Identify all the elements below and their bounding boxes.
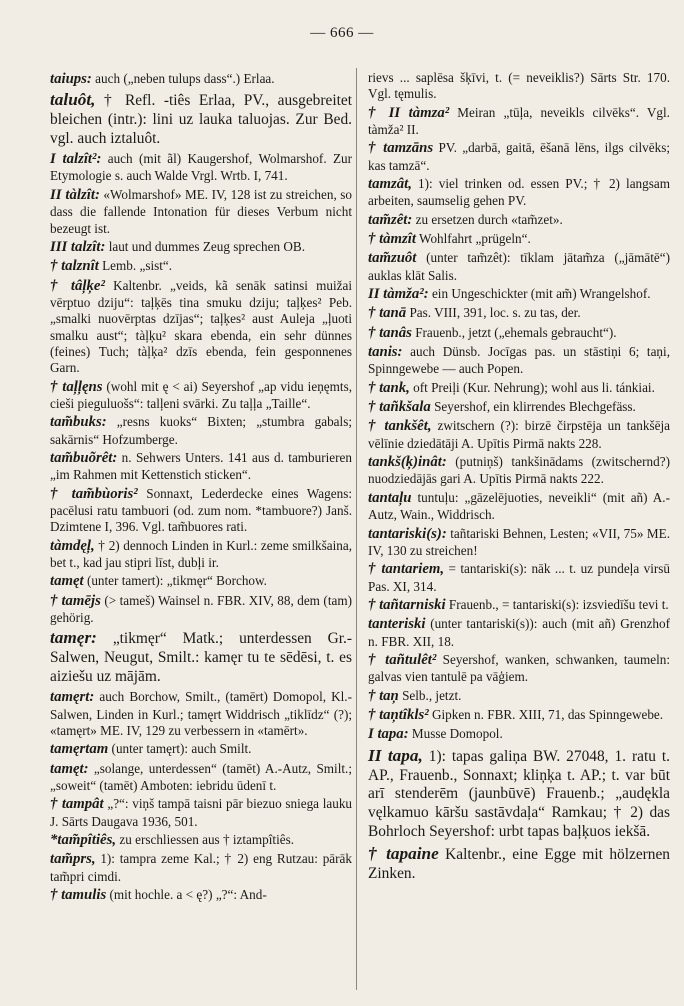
entry-text: auch Dünsb. Jocīgas pas. un stāstiņi 6; taņi, Spinngewebe — auch Popen. — [368, 344, 670, 377]
entry-text: Frauenb., = tantariski(s): izsviedīšu tevi t. — [445, 596, 669, 612]
dictionary-entry — [50, 740, 352, 758]
page-number: — 666 — — [310, 25, 374, 41]
dictionary-entry — [368, 343, 670, 378]
entry-text: Wohlfahrt „prügeln“. — [416, 231, 531, 247]
entry-headword: † tañkšala — [368, 399, 431, 416]
entry-text: ein Ungeschickter (mit am̃) Wrangelshof. — [428, 286, 651, 302]
entry-text: (unter tamęrt): auch Smilt. — [108, 741, 252, 757]
left-column — [50, 70, 352, 905]
entry-headword: taiups: — [50, 71, 92, 87]
entry-headword: tamęrtam — [50, 741, 109, 758]
dictionary-entry — [50, 537, 352, 572]
entry-headword: † tapaine — [368, 844, 439, 864]
entry-text: Pas. VIII, 391, loc. s. zu tas, der. — [406, 305, 581, 321]
entry-text: tañtariski Behnen, Lesten; «VII, 75» ME. IV, 130 zu streichen! — [368, 525, 670, 558]
dictionary-entry — [50, 70, 352, 88]
entry-headword: tamęt — [50, 573, 84, 590]
dictionary-entry — [368, 615, 670, 650]
dictionary-entry — [50, 572, 352, 590]
entry-text: „solange, unterdessen“ (tamēt) A.-Autz, Smilt.; „soweit“ (tamēt) Amboten: iebridu ūdenī t. — [50, 760, 352, 793]
dictionary-entry — [368, 379, 670, 397]
dictionary-entry — [368, 285, 670, 303]
entry-headword: tam̃buks: — [50, 414, 107, 431]
dictionary-entry — [368, 687, 670, 705]
dictionary-entry — [368, 104, 670, 139]
entry-headword: tam̃zêt: — [368, 211, 413, 228]
dictionary-entry — [50, 186, 352, 237]
entry-text: PV. „darbā, gaitā, ēšanā lēns, ilgs cilvēks; kas tamzā“. — [368, 140, 670, 173]
entry-headword: † taņtîkls² — [368, 706, 429, 723]
entry-text: Selb., jetzt. — [398, 687, 462, 703]
entry-text: Sonnaxt, Lederdecke eines Wagens: pacēlusi ratu tambuori (od. zum nom. *tambuore?) Janš. Dzimtene I, 396. Vgl. tam̃buores rati. — [50, 485, 352, 535]
entry-headword: † tank, — [368, 379, 410, 396]
entry-text: Musse Domopol. — [408, 726, 503, 742]
entry-text: zu erschliessen aus † iztampîtiês. — [116, 832, 295, 848]
entry-text: Frauenb., jetzt („ehemals gebraucht“). — [411, 324, 617, 340]
dictionary-entry — [368, 324, 670, 342]
entry-headword: † tampât — [50, 796, 104, 813]
entry-headword: III talzît: — [50, 238, 106, 255]
entry-text: Gipken n. FBR. XIII, 71, das Spinngewebe. — [428, 706, 664, 722]
entry-text: (unter tam̃zêt): tīklam jātam̃za („jāmātē“) auklas klāt Salis. — [368, 250, 670, 283]
dictionary-entry — [368, 525, 670, 560]
entry-text: 1): viel trinken od. essen PV.; † 2) langsam arbeiten, saumselig gehen PV. — [368, 176, 670, 209]
column-divider — [356, 68, 357, 990]
entry-headword: I talzît²: — [50, 151, 102, 168]
entry-headword: taluôt, — [50, 90, 96, 110]
entry-headword: † tanā — [368, 305, 407, 322]
dictionary-entry — [50, 627, 352, 687]
entry-headword: tanteriski — [368, 616, 426, 633]
entry-text: zwitschern (?): birzē čirpstēja un tankšēja vēlīnie dziedātāji A. Upītis Pirmā nakts 228. — [368, 418, 670, 451]
entry-headword: † tàmzît — [368, 231, 416, 248]
entry-headword: I tapa: — [368, 726, 409, 743]
entry-text: = tantariski(s): nāk ... t. uz pundeļa virsū Pas. XI, 314. — [368, 561, 670, 594]
dictionary-entry — [368, 745, 670, 843]
dictionary-entry — [50, 257, 352, 275]
entry-headword: tamęr: — [50, 628, 97, 648]
entry-text: oft Preiļi (Kur. Nehrung); wohl aus li. tánkiai. — [409, 379, 655, 395]
entry-text: «Wolmarshof» ME. IV, 128 ist zu streichen, so dass die fallende Intonation für dieses Verbum nicht bezeugt ist. — [50, 186, 353, 236]
entry-text: (> tameš) Wainsel n. FBR. XIV, 88, dem (tam) gehörig. — [50, 592, 352, 626]
dictionary-entry — [50, 485, 352, 536]
entry-text: n. Sehwers Unters. 141 aus d. tamburieren „im Rahmen mit Kettenstich sticken“. — [50, 450, 352, 483]
dictionary-entry — [368, 139, 670, 174]
entry-headword: † taņ — [368, 687, 399, 704]
entry-headword: † tamulis — [50, 887, 107, 904]
entry-text: zu ersetzen durch «tam̃zet». — [412, 211, 563, 227]
entry-text: 1): tapas galiņa BW. 27048, 1. ratu t. AP., Frauenb., Sonnaxt; kliņķa t. AP.; t. var būt arī stenderēm (jaunbūvē) Frauenb.; „audękla vęlkamuo kāršu sastāvdaļa“ Ramkau; † 2) das Bohrloch Seyershof: urbt tapas baļķuos iekšā. — [368, 747, 671, 841]
dictionary-entry — [50, 795, 352, 830]
entry-text: (wohl mit ę < ai) Seyershof „ap vidu ieņęmts, cieši pieguluošs“: talļeni svārki. Zu taļļa „Taille“. — [50, 378, 352, 411]
entry-headword: tanis: — [368, 344, 403, 361]
dictionary-entry — [368, 175, 670, 210]
entry-headword: II tàlzît: — [50, 186, 100, 203]
entry-text: laut und dummes Zeug sprechen OB. — [105, 238, 305, 254]
entry-text: (mit hochle. a < ę?) „?“: And- — [106, 887, 267, 903]
dictionary-entry — [50, 886, 352, 904]
entry-headword: † tañtulêt² — [368, 651, 437, 668]
entry-headword: † tam̃bùoris² — [50, 485, 138, 502]
dictionary-entry — [368, 211, 670, 229]
dictionary-entry — [368, 304, 670, 322]
entry-text: tuntuļu: „gāzelējuoties, neveikli“ (mit añ) A.-Autz, Wain., Widdrisch. — [368, 489, 670, 523]
entry-text: „resns kuoks“ Bixten; „stumbra gabals; sakārnis“ Hofzumberge. — [50, 414, 352, 447]
dictionary-entry — [368, 725, 670, 743]
entry-text: † Refl. -tiês Erlaa, PV., ausgebreitet bleichen (intr.): lini uz lauka taluojas. Zur Bed. vgl. auch iztaluôt. — [50, 92, 352, 148]
dictionary-entry — [50, 238, 352, 256]
entry-headword: † II tàmza² — [368, 104, 450, 121]
entry-headword: tàmdęļ, — [50, 537, 95, 554]
entry-text: Kaltenbr., eine Egge mit hölzernen Zinken. — [368, 846, 671, 883]
dictionary-entry — [368, 249, 670, 284]
entry-headword: tamęt: — [50, 760, 89, 777]
entry-headword: tantaļu — [368, 489, 412, 506]
right-column — [368, 70, 670, 885]
dictionary-entry — [368, 398, 670, 416]
entry-headword: † tankšêt, — [368, 418, 432, 435]
entry-text: (unter tantariski(s)): auch (mit añ) Grenzhof n. FBR. XII, 18. — [368, 616, 670, 649]
dictionary-entry — [368, 651, 670, 686]
entry-headword: II tapa, — [368, 745, 423, 765]
entry-headword: † tanâs — [368, 324, 412, 341]
entry-headword: tankš(ķ)inât: — [368, 454, 447, 471]
entry-text: (putniņš) tankšinādams (zwitschernd?) nuodziedājās gari A. Upītis Pirmā nakts 222. — [368, 454, 670, 487]
entry-headword: † tañtarniski — [368, 596, 446, 613]
entry-text: auch (mit ãl) Kaugershof, Wolmarshof. Zur Etymologie s. auch Walde Vrgl. Wrtb. I, 741. — [50, 151, 352, 184]
dictionary-entry — [368, 489, 670, 524]
dictionary-entry — [50, 89, 352, 149]
dictionary-entry — [50, 760, 352, 795]
entry-headword: † tâļķe² — [50, 277, 105, 294]
dictionary-entry — [368, 843, 670, 884]
dictionary-entry — [368, 596, 670, 614]
entry-text: (unter tamert): „tikmęr“ Borchow. — [83, 573, 267, 589]
entry-text: auch Borchow, Smilt., (tamērt) Domopol, Kl.-Salwen, Linden in Kurl.; tamęrt Widdrisch „tiklīdz“ (?); «tamęrt» ME. IV, 129 zu verbessern in «tamērt». — [50, 689, 352, 738]
entry-text: Lemb. „sist“. — [98, 258, 173, 274]
dictionary-entry — [368, 453, 670, 488]
dictionary-entry — [368, 706, 670, 724]
entry-headword: † tamzāns — [368, 140, 434, 157]
entry-headword: *tam̃pîtiês, — [50, 832, 117, 849]
entry-headword: tantariski(s): — [368, 525, 447, 542]
entry-headword: tamęrt: — [50, 689, 95, 706]
entry-text: Kaltenbr. „veids, kã senāk satinsi muižai vērptuo dziju“: taļķēs tina smuku dziju; taļķes² Peb. „smalki nuovērptas dzījas“; taļķes² aust Auleja „ļuoti smalku aust“; tàļķu² skara ebenda, ein sehr dünnes (feines) Tuch; tàļķa² dzīs ebenda, fein gesponnenes Garn. — [50, 277, 352, 376]
entry-text: Meiran „tūļa, neveikls cilvēks“. Vgl. tàmža² II. — [368, 104, 670, 138]
dictionary-entry — [50, 378, 352, 413]
dictionary-entry — [368, 417, 670, 452]
entry-text: „?“: viņš tampā taisni pār biezuo sniega lauku J. Sārts Daugava 1936, 501. — [50, 796, 353, 829]
entry-headword: † taļļęns — [50, 378, 103, 395]
entry-text: † 2) dennoch Linden in Kurl.: zeme smilkšaina, bet t., kad jau stipri līst, dubļi ir. — [50, 537, 352, 571]
dictionary-entry — [368, 560, 670, 595]
entry-headword: tamzât, — [368, 176, 412, 193]
dictionary-entry — [368, 230, 670, 248]
dictionary-entry — [50, 831, 352, 849]
entry-text: Seyershof, wanken, schwanken, taumeln: galvas vien tantulē pa vāģiem. — [368, 651, 670, 685]
dictionary-entry — [50, 150, 352, 185]
entry-headword: tam̃buõrêt: — [50, 450, 118, 467]
dictionary-entry — [50, 277, 352, 377]
dictionary-entry — [50, 850, 352, 885]
entry-headword: † tantariem, — [368, 561, 445, 578]
entry-headword: † talznît — [50, 258, 99, 275]
entry-text: auch („neben tulups dass“.) Erlaa. — [91, 71, 275, 86]
dictionary-entry — [50, 449, 352, 484]
entry-headword: tam̃zuôt — [368, 250, 417, 267]
entry-text: „tikmęr“ Matk.; unterdessen Gr.-Salwen, Neugut, Smilt.: kamęr tu te sēdēsi, t. es aiziešu uz mājām. — [50, 630, 352, 686]
dictionary-entry — [368, 70, 670, 103]
dictionary-entry — [50, 688, 352, 739]
entry-text: rievs ... saplēsa šķīvi, t. (= neveiklis?) Sārts Str. 170. Vgl. tęmulis. — [368, 70, 670, 102]
dictionary-entry — [50, 592, 352, 627]
entry-text: Seyershof, ein klirrendes Blechgefäss. — [430, 399, 636, 415]
entry-headword: tam̃prs, — [50, 851, 96, 868]
entry-headword: † tamējs — [50, 592, 101, 609]
dictionary-entry — [50, 413, 352, 448]
entry-headword: II tàmža²: — [368, 286, 429, 303]
entry-text: 1): tampra zeme Kal.; † 2) eng Rutzau: pārāk tam̃pri cimdi. — [50, 851, 352, 884]
